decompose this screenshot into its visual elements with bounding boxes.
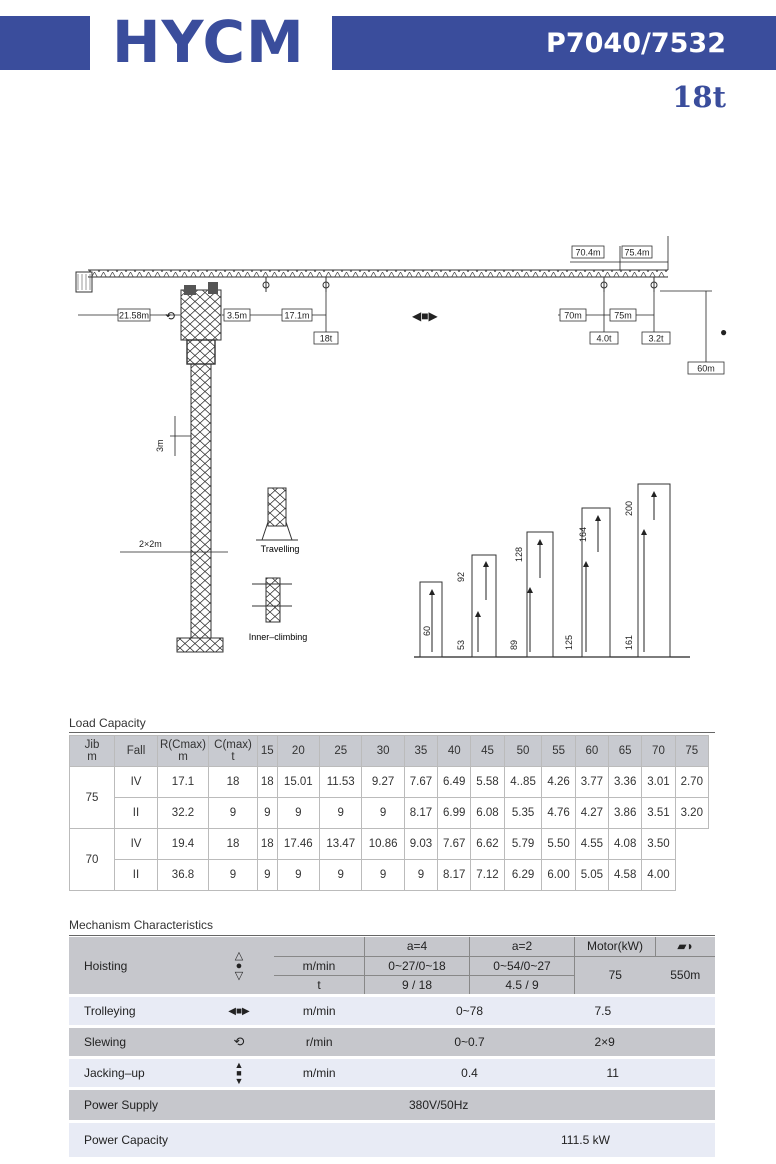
dim-70-4m: 70.4m	[575, 247, 601, 258]
hook-2	[323, 277, 329, 292]
r-cmax: 19.4	[158, 829, 209, 860]
capacity-cell: 4.58	[609, 860, 642, 891]
cable-icon: ▰◗	[656, 937, 716, 956]
dim-75m: 75m	[614, 310, 632, 321]
height-128: 128	[514, 546, 524, 562]
mast	[177, 282, 223, 652]
header-radius: 35	[404, 736, 437, 767]
capacity-cell: 5.50	[542, 829, 575, 860]
hook-3	[601, 277, 607, 292]
capacity-cell: 9	[258, 860, 278, 891]
inner-climbing-figure	[249, 578, 308, 642]
capacity-cell: 6.00	[542, 860, 575, 891]
motor-header: Motor(kW)	[575, 937, 656, 956]
dim-3-5m: 3.5m	[226, 310, 248, 321]
trolleying-value: 0~78	[455, 1004, 484, 1018]
power-capacity-label: Power Capacity	[84, 1133, 169, 1147]
a4-speed: 0~27/0~18	[365, 956, 470, 975]
capacity-cell: 4.08	[609, 829, 642, 860]
r-cmax: 17.1	[158, 767, 209, 798]
hoisting-rope: 550m	[670, 968, 701, 983]
travelling-figure	[256, 488, 299, 554]
jacking-label: Jacking–up	[84, 1066, 145, 1080]
capacity-cell: 7.67	[404, 767, 437, 798]
section-3m: 3m	[155, 439, 165, 452]
trolleying-label: Trolleying	[84, 1004, 136, 1018]
capacity-cell: 6.62	[471, 829, 504, 860]
capacity-cell: 4.76	[542, 798, 575, 829]
header-radius: 75	[675, 736, 708, 767]
header-jib: Jib m	[70, 736, 115, 767]
load-4-0t: 4.0t	[596, 333, 612, 344]
capacity-cell: 3.50	[642, 829, 675, 860]
capacity-cell: 18	[258, 767, 278, 798]
capacity-cell: 9	[320, 860, 362, 891]
slewing-label: Slewing	[84, 1035, 127, 1049]
hoisting-icon: ●	[720, 325, 728, 339]
jacking-unit: m/min	[302, 1066, 336, 1080]
a2-header: a=2	[470, 937, 575, 956]
capacity-cell: 8.17	[438, 860, 471, 891]
fall: II	[115, 798, 158, 829]
capacity-cell: 5.58	[471, 767, 504, 798]
table-row	[69, 937, 715, 956]
capacity-cell: 9	[320, 798, 362, 829]
dim-17-1m: 17.1m	[284, 310, 310, 321]
height-164: 164	[578, 526, 588, 542]
fall: II	[115, 860, 158, 891]
height-92: 92	[456, 571, 466, 582]
slewing-icon: ⟲	[233, 1034, 245, 1049]
capacity-cell: 3.01	[642, 767, 675, 798]
header-radius: 60	[575, 736, 608, 767]
capacity-cell: 8.17	[404, 798, 437, 829]
table-row	[70, 798, 709, 829]
c-max: 9	[209, 798, 258, 829]
dim-75-4m: 75.4m	[624, 247, 650, 258]
capacity-cell: 6.99	[438, 798, 471, 829]
capacity-cell: 5.79	[504, 829, 542, 860]
header-radius: 20	[277, 736, 319, 767]
load-18t: 18t	[319, 333, 333, 344]
height-60m: 60m	[697, 363, 715, 374]
capacity-cell: 4.27	[575, 798, 608, 829]
slewing-motor: 2×9	[594, 1035, 615, 1049]
c-max: 9	[209, 860, 258, 891]
mechanism-title: Mechanism Characteristics	[69, 918, 214, 932]
height-125: 125	[564, 634, 574, 650]
c-max: 18	[209, 767, 258, 798]
inner-climbing-label: Inner–climbing	[248, 632, 308, 642]
power-capacity-value: 111.5 kW	[561, 1133, 610, 1147]
hoisting-motor: 75	[575, 956, 656, 994]
capacity-cell: 9.27	[362, 767, 404, 798]
load-table-header	[70, 736, 709, 767]
header-r-cmax: R(Cmax) m	[158, 736, 209, 767]
mechanism-table	[69, 937, 715, 1157]
slewing-unit: r/min	[305, 1035, 333, 1049]
a2-speed: 0~54/0~27	[470, 956, 575, 975]
hoisting-icon: △ ● ▽	[234, 949, 244, 982]
mechanism-table-border	[69, 935, 715, 936]
trolleying-motor: 7.5	[594, 1004, 612, 1018]
jacking-icon: ▲ ■ ▼	[234, 1060, 244, 1086]
table-row	[70, 860, 709, 891]
empty-cell	[675, 860, 708, 891]
height-53: 53	[456, 639, 466, 650]
capacity-cell: 15.01	[277, 767, 319, 798]
jib-75: 75	[70, 767, 115, 829]
header-c-max: C(max) t	[209, 736, 258, 767]
capacity-cell: 11.53	[320, 767, 362, 798]
capacity-cell: 3.86	[609, 798, 642, 829]
mast-size: 2×2m	[139, 539, 162, 549]
capacity-cell: 4.00	[642, 860, 675, 891]
capacity-cell: 17.46	[277, 829, 319, 860]
a4-header: a=4	[365, 937, 470, 956]
jib	[76, 270, 668, 292]
load-3-2t: 3.2t	[648, 333, 664, 344]
load-capacity-title: Load Capacity	[69, 716, 146, 730]
slewing-icon: ⟲	[165, 309, 176, 323]
c-max: 18	[209, 829, 258, 860]
capacity-cell: 4.26	[542, 767, 575, 798]
capacity-cell: 7.67	[438, 829, 471, 860]
hoisting-label: Hoisting	[84, 958, 128, 973]
fall: IV	[115, 767, 158, 798]
table-row	[69, 1028, 715, 1056]
slewing-value: 0~0.7	[454, 1035, 485, 1049]
capacity-cell: 10.86	[362, 829, 404, 860]
capacity-cell: 5.35	[504, 798, 542, 829]
hook-1	[263, 277, 269, 292]
hoisting-unit-speed: m/min	[274, 956, 365, 975]
dim-counter-jib: 21.58m	[118, 310, 150, 321]
header-radius: 65	[609, 736, 642, 767]
table-row	[69, 1059, 715, 1087]
header-radius: 40	[438, 736, 471, 767]
height-161: 161	[624, 634, 634, 650]
header-radius: 30	[362, 736, 404, 767]
capacity-cell: 3.77	[575, 767, 608, 798]
power-supply-label: Power Supply	[84, 1098, 159, 1112]
r-cmax: 32.2	[158, 798, 209, 829]
table-row	[70, 829, 709, 860]
jib-70: 70	[70, 829, 115, 891]
travelling-label: Travelling	[260, 544, 300, 554]
capacity-cell: 3.20	[675, 798, 708, 829]
power-supply-value: 380V/50Hz	[409, 1098, 469, 1112]
height-200: 200	[624, 500, 634, 516]
table-row	[70, 767, 709, 798]
header-radius: 15	[258, 736, 278, 767]
jacking-motor: 11	[606, 1066, 619, 1080]
header-radius: 50	[504, 736, 542, 767]
capacity-cell: 7.12	[471, 860, 504, 891]
capacity-cell: 18	[258, 829, 278, 860]
capacity-cell: 9	[277, 860, 319, 891]
max-capacity: 18t	[672, 80, 726, 114]
header-fall: Fall	[115, 736, 158, 767]
a2-load: 4.5 / 9	[470, 975, 575, 994]
table-row	[69, 1090, 715, 1120]
capacity-cell: 9	[258, 798, 278, 829]
brand-logo: HYCM	[112, 8, 305, 76]
height-89: 89	[509, 639, 519, 650]
height-60: 60	[422, 625, 432, 636]
capacity-cell: 2.70	[675, 767, 708, 798]
dim-70m: 70m	[564, 310, 582, 321]
capacity-cell: 9.03	[404, 829, 437, 860]
fall: IV	[115, 829, 158, 860]
model-title: P7040/7532	[546, 28, 726, 59]
table-row	[69, 1123, 715, 1157]
capacity-cell: 6.08	[471, 798, 504, 829]
a4-load: 9 / 18	[365, 975, 470, 994]
r-cmax: 36.8	[158, 860, 209, 891]
capacity-cell: 9	[277, 798, 319, 829]
hook-4	[651, 277, 657, 292]
trolleying-unit: m/min	[302, 1004, 336, 1018]
header-radius: 55	[542, 736, 575, 767]
jacking-value: 0.4	[461, 1066, 478, 1080]
load-table-border	[69, 732, 715, 733]
table-row	[69, 997, 715, 1025]
capacity-cell: 3.36	[609, 767, 642, 798]
height-chart	[414, 484, 690, 657]
header-radius: 70	[642, 736, 675, 767]
capacity-cell: 13.47	[320, 829, 362, 860]
capacity-cell: 9	[362, 798, 404, 829]
capacity-cell: 9	[362, 860, 404, 891]
load-capacity-table	[69, 735, 709, 891]
hoisting-unit-load: t	[317, 977, 321, 992]
empty-cell	[675, 829, 708, 860]
capacity-cell: 4..85	[504, 767, 542, 798]
header-radius: 25	[320, 736, 362, 767]
header-radius: 45	[471, 736, 504, 767]
capacity-cell: 4.55	[575, 829, 608, 860]
trolley-icon: ◀■▶	[228, 1005, 250, 1017]
capacity-cell: 6.49	[438, 767, 471, 798]
capacity-cell: 9	[404, 860, 437, 891]
capacity-cell: 5.05	[575, 860, 608, 891]
trolley-icon: ◀■▶	[412, 309, 438, 323]
empty-cell	[274, 937, 365, 956]
capacity-cell: 3.51	[642, 798, 675, 829]
capacity-cell: 6.29	[504, 860, 542, 891]
